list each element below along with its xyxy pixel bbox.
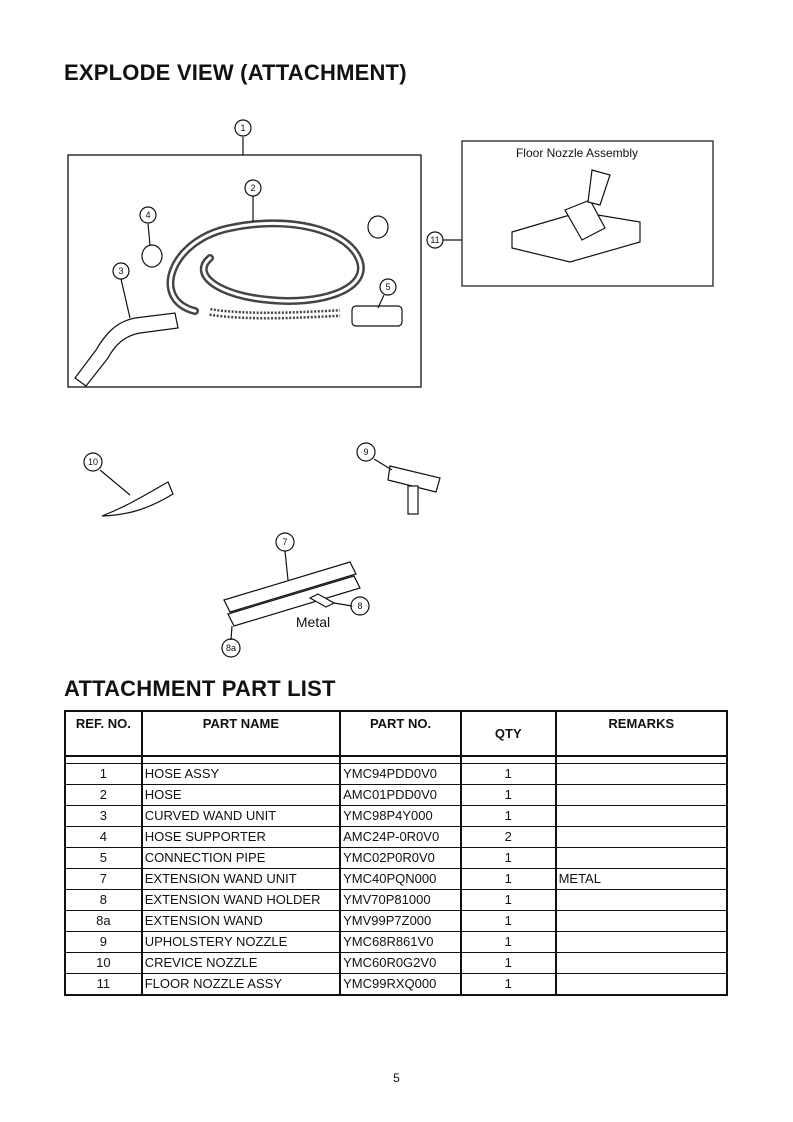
parts-table — [64, 710, 728, 996]
table-row — [65, 869, 727, 890]
cell-remarks — [556, 806, 727, 827]
cell-part-no: YMC98P4Y000 — [340, 806, 461, 827]
cell-qty: 1 — [461, 974, 556, 996]
cell-remarks — [556, 848, 727, 869]
header-part-name: PART NAME — [142, 711, 340, 756]
crevice-nozzle-drawing — [102, 482, 173, 516]
cell-remarks — [556, 974, 727, 996]
cell-part-name: CONNECTION PIPE — [142, 848, 340, 869]
cell-qty: 1 — [461, 764, 556, 785]
curved-wand-drawing — [75, 313, 178, 386]
connection-pipe-drawing — [352, 306, 402, 326]
cell-qty: 1 — [461, 932, 556, 953]
floor-nozzle-label: Floor Nozzle Assembly — [515, 146, 639, 160]
cell-qty: 1 — [461, 848, 556, 869]
cell-qty: 1 — [461, 953, 556, 974]
cell-ref-no: 8a — [65, 911, 142, 932]
cell-remarks — [556, 932, 727, 953]
cell-remarks: METAL — [556, 869, 727, 890]
hose-supporter-right — [368, 216, 388, 238]
cell-part-name: UPHOLSTERY NOZZLE — [142, 932, 340, 953]
cell-part-no: AMC01PDD0V0 — [340, 785, 461, 806]
callout-7: 7 — [282, 537, 288, 547]
cell-qty: 1 — [461, 911, 556, 932]
cell-ref-no: 3 — [65, 806, 142, 827]
header-remarks: REMARKS — [556, 711, 727, 756]
cell-part-name: EXTENSION WAND UNIT — [142, 869, 340, 890]
metal-label: Metal — [295, 614, 331, 630]
page-number: 5 — [393, 1071, 400, 1085]
table-row — [65, 785, 727, 806]
upholstery-nozzle-drawing — [388, 466, 440, 514]
cell-remarks — [556, 953, 727, 974]
table-row — [65, 953, 727, 974]
cell-ref-no: 10 — [65, 953, 142, 974]
cell-qty: 1 — [461, 869, 556, 890]
table-spacer-row — [65, 756, 727, 764]
cell-part-no: YMC68R861V0 — [340, 932, 461, 953]
cell-part-name: HOSE SUPPORTER — [142, 827, 340, 848]
table-row — [65, 827, 727, 848]
cell-ref-no: 2 — [65, 785, 142, 806]
cell-remarks — [556, 890, 727, 911]
cell-ref-no: 9 — [65, 932, 142, 953]
table-row — [65, 806, 727, 827]
hose-drawing — [170, 223, 360, 311]
cell-qty: 1 — [461, 806, 556, 827]
part-list-heading: ATTACHMENT PART LIST — [64, 676, 336, 701]
cell-part-name: HOSE ASSY — [142, 764, 340, 785]
callout-10: 10 — [87, 457, 99, 467]
table-row — [65, 911, 727, 932]
cell-ref-no: 5 — [65, 848, 142, 869]
table-row — [65, 974, 727, 996]
extension-wand-drawing — [224, 562, 363, 626]
hose-supporter-left — [142, 245, 162, 267]
cell-part-name: FLOOR NOZZLE ASSY — [142, 974, 340, 996]
cell-part-name: HOSE — [142, 785, 340, 806]
cell-part-name: EXTENSION WAND HOLDER — [142, 890, 340, 911]
callout-8a: 8a — [225, 643, 237, 653]
explode-view-heading: EXPLODE VIEW (ATTACHMENT) — [64, 60, 407, 85]
cell-part-no: YMC60R0G2V0 — [340, 953, 461, 974]
callout-8: 8 — [357, 601, 363, 611]
callout-5: 5 — [385, 282, 391, 292]
cell-ref-no: 4 — [65, 827, 142, 848]
cell-qty: 2 — [461, 827, 556, 848]
callout-9: 9 — [363, 447, 369, 457]
callout-4: 4 — [145, 210, 151, 220]
header-part-no: PART NO. — [340, 711, 461, 756]
cell-qty: 1 — [461, 890, 556, 911]
table-row — [65, 764, 727, 785]
floor-nozzle-drawing — [512, 170, 640, 262]
cell-part-no: YMC02P0R0V0 — [340, 848, 461, 869]
cell-part-no: YMC99RXQ000 — [340, 974, 461, 996]
cell-part-name: CREVICE NOZZLE — [142, 953, 340, 974]
table-row — [65, 890, 727, 911]
callout-2: 2 — [250, 183, 256, 193]
cell-remarks — [556, 764, 727, 785]
cell-part-no: AMC24P-0R0V0 — [340, 827, 461, 848]
cell-ref-no: 8 — [65, 890, 142, 911]
cell-ref-no: 7 — [65, 869, 142, 890]
table-row — [65, 848, 727, 869]
callout-1: 1 — [240, 123, 246, 133]
callout-11: 11 — [430, 235, 440, 245]
cell-part-no: YMC40PQN000 — [340, 869, 461, 890]
cell-remarks — [556, 827, 727, 848]
cell-part-name: CURVED WAND UNIT — [142, 806, 340, 827]
cell-ref-no: 1 — [65, 764, 142, 785]
cell-part-no: YMV99P7Z000 — [340, 911, 461, 932]
cell-remarks — [556, 785, 727, 806]
cell-ref-no: 11 — [65, 974, 142, 996]
cell-part-name: EXTENSION WAND — [142, 911, 340, 932]
cell-qty: 1 — [461, 785, 556, 806]
header-ref-no: REF. NO. — [65, 711, 142, 756]
table-body — [65, 756, 727, 995]
cell-part-no: YMV70P81000 — [340, 890, 461, 911]
table-header-row — [65, 711, 727, 756]
cell-remarks — [556, 911, 727, 932]
table-row — [65, 932, 727, 953]
callout-3: 3 — [118, 266, 124, 276]
cell-part-no: YMC94PDD0V0 — [340, 764, 461, 785]
header-qty: QTY — [461, 711, 556, 756]
